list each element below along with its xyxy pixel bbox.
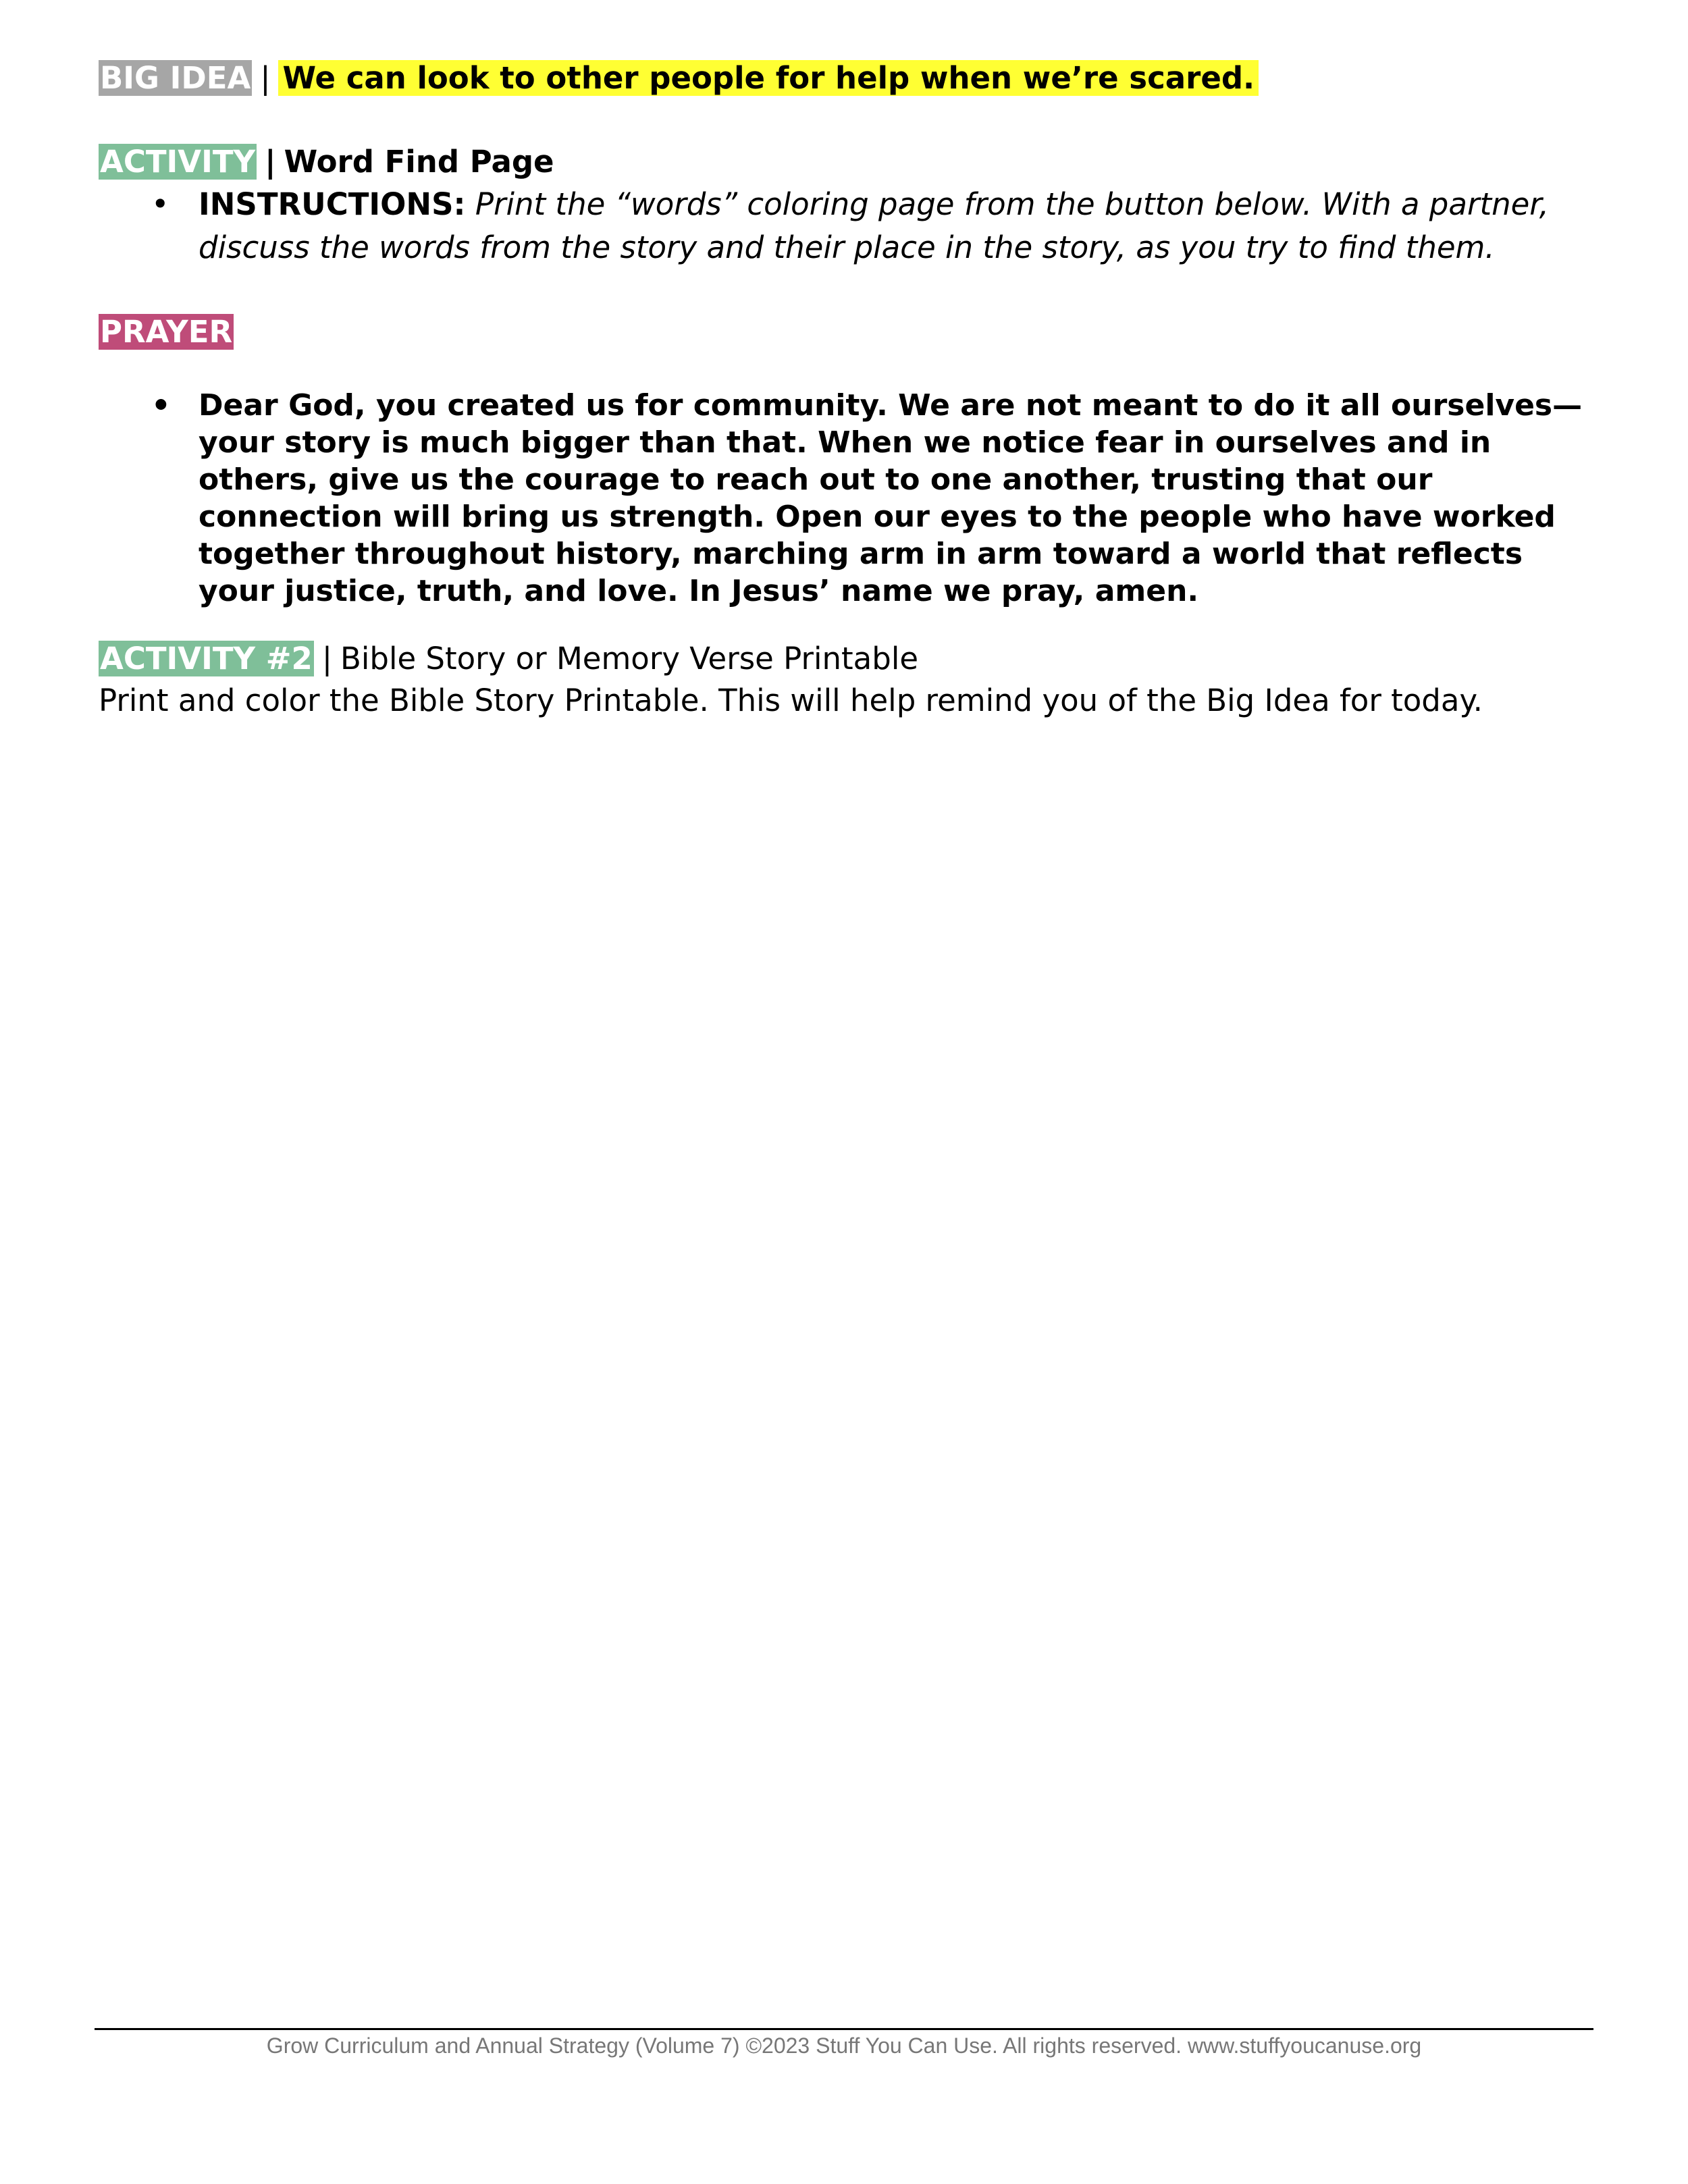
instructions-label: INSTRUCTIONS: <box>199 186 466 222</box>
prayer-item <box>99 387 1598 610</box>
footer-divider <box>95 2028 1593 2030</box>
activity-title: Word Find Page <box>284 144 554 180</box>
activity-heading <box>99 141 1598 183</box>
activity2-separator: | <box>321 641 332 676</box>
big-idea-line <box>99 57 1598 99</box>
activity-separator: | <box>265 144 276 180</box>
activity2-heading <box>99 638 1598 680</box>
instructions-item <box>99 183 1598 269</box>
activity2-title: Bible Story or Memory Verse Printable <box>340 641 919 676</box>
spacer <box>99 353 1598 387</box>
big-idea-text: We can look to other people for help when we’re scared. <box>278 60 1259 96</box>
prayer-heading <box>99 311 1598 353</box>
activity2-description: Print and color the Bible Story Printable. This will help remind you of the Big Idea for today. <box>99 683 1483 718</box>
activity-tag: ACTIVITY <box>100 144 256 180</box>
spacer <box>99 99 1598 141</box>
big-idea-tag: BIG IDEA <box>100 60 251 96</box>
document-body <box>99 57 1598 722</box>
bullet-icon: • <box>151 388 171 423</box>
footer-copyright: Grow Curriculum and Annual Strategy (Volume 7) ©2023 Stuff You Can Use. All rights reserved. www.stuffyoucanuse.org <box>266 2033 1422 2058</box>
spacer <box>99 269 1598 311</box>
instructions-text: Print the “words” coloring page from the button below. With a partner, discuss the words from the story and their place in the story, as you try to find them. <box>199 186 1549 265</box>
activity2-tag: ACTIVITY #2 <box>100 641 313 676</box>
prayer-text: Dear God, you created us for community. We are not meant to do it all ourselves—your story is much bigger than that. When we notice fear in ourselves and in others, give us the courage to reach out to one another, trusting that our connection will bring us strength. Open our eyes to the people who have worked together throughout history, marching arm in arm toward a world that reflects your justice, truth, and love. In Jesus’ name we pray, amen. <box>199 388 1583 608</box>
bullet-icon: • <box>151 186 169 222</box>
spacer <box>99 610 1598 638</box>
big-idea-separator: | <box>260 60 271 96</box>
prayer-tag: PRAYER <box>100 314 233 350</box>
